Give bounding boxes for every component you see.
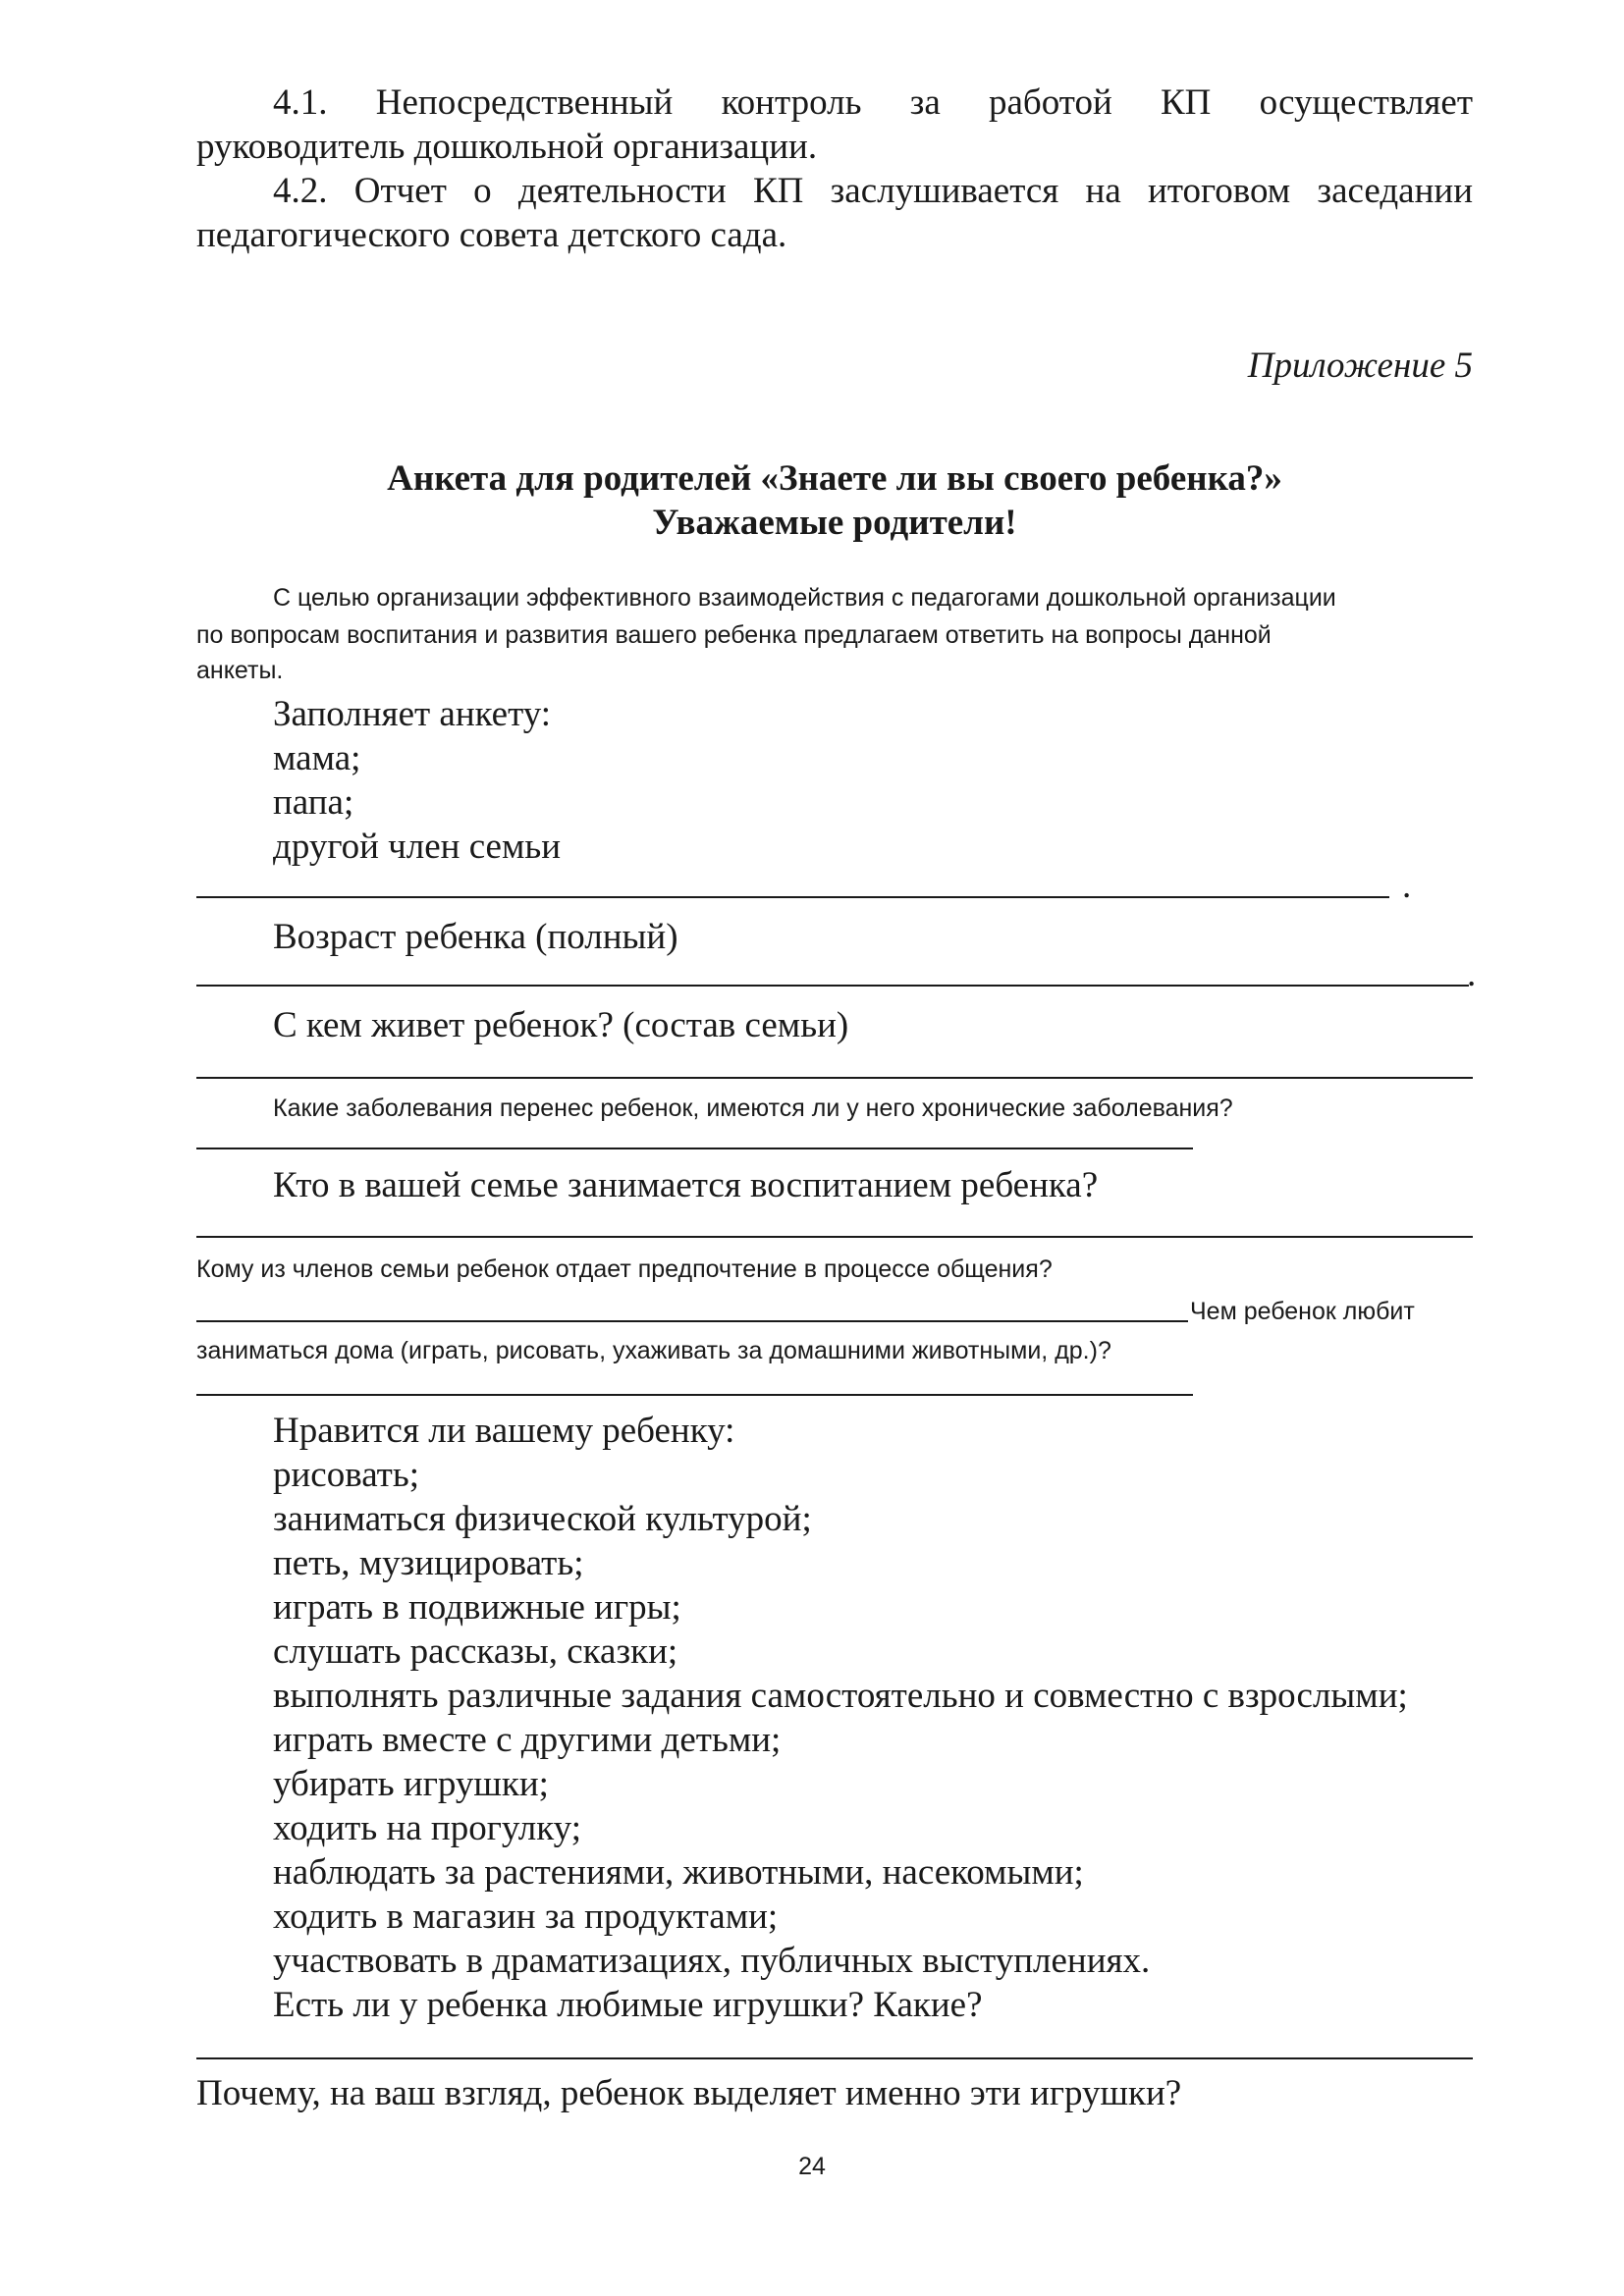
- question-fills: Заполняет анкету:: [273, 694, 552, 734]
- option-mama: мама;: [273, 738, 361, 778]
- likes-item: играть в подвижные игры;: [273, 1587, 681, 1628]
- greeting: Уважаемые родители!: [652, 503, 1017, 543]
- questionnaire-title: Анкета для родителей «Знаете ли вы своего ребенка?»: [387, 458, 1282, 499]
- answer-line: [196, 985, 1469, 987]
- question-lives-with: С кем живет ребенок? (состав семьи): [273, 1005, 849, 1045]
- question-home-part2: заниматься дома (играть, рисовать, ухаживать за домашними животными, др.)?: [196, 1337, 1111, 1364]
- answer-line-end: .: [1402, 866, 1412, 906]
- likes-item: ходить в магазин за продуктами;: [273, 1896, 779, 1937]
- likes-item: убирать игрушки;: [273, 1764, 549, 1804]
- answer-line: [196, 1077, 1473, 1079]
- likes-item: выполнять различные задания самостоятельно и совместно с взрослыми;: [273, 1676, 1408, 1716]
- likes-item: ходить на прогулку;: [273, 1808, 581, 1848]
- intro-line1: С целью организации эффективного взаимодействия с педагогами дошкольной организации: [273, 584, 1336, 612]
- question-likes: Нравится ли вашему ребенку:: [273, 1411, 735, 1451]
- likes-item: участвовать в драматизациях, публичных выступлениях.: [273, 1941, 1151, 1981]
- answer-line: [196, 1236, 1473, 1238]
- option-other: другой член семьи: [273, 827, 562, 867]
- likes-item: слушать рассказы, сказки;: [273, 1631, 678, 1672]
- likes-item: играть вместе с другими детьми;: [273, 1720, 782, 1760]
- likes-item: рисовать;: [273, 1455, 419, 1495]
- intro-line2: по вопросам воспитания и развития вашего ребенка предлагаем ответить на вопросы данной: [196, 621, 1272, 649]
- question-age: Возраст ребенка (полный): [273, 917, 678, 957]
- appendix-label: Приложение 5: [1247, 346, 1473, 386]
- answer-line: [196, 1394, 1193, 1396]
- likes-item: заниматься физической культурой;: [273, 1499, 812, 1539]
- question-upbringing: Кто в вашей семье занимается воспитанием ребенка?: [273, 1165, 1099, 1205]
- answer-line-end: .: [1467, 954, 1477, 994]
- question-toys: Есть ли у ребенка любимые игрушки? Какие?: [273, 1985, 983, 2025]
- answer-line: [196, 1148, 1193, 1149]
- answer-line: [196, 1320, 1188, 1322]
- question-preference: Кому из членов семьи ребенок отдает предпочтение в процессе общения?: [196, 1255, 1053, 1283]
- p41-line1: 4.1. Непосредственный контроль за работой КП осуществляет: [273, 82, 1473, 123]
- p42-line2: педагогического совета детского сада.: [196, 215, 787, 255]
- option-papa: папа;: [273, 782, 354, 823]
- question-why-toys: Почему, на ваш взгляд, ребенок выделяет именно эти игрушки?: [196, 2073, 1182, 2113]
- likes-item: наблюдать за растениями, животными, насекомыми;: [273, 1852, 1084, 1893]
- intro-line3: анкеты.: [196, 657, 284, 684]
- likes-item: петь, музицировать;: [273, 1543, 584, 1583]
- answer-line: [196, 2057, 1473, 2059]
- p41-line2: руководитель дошкольной организации.: [196, 127, 818, 167]
- question-home-part1: Чем ребенок любит: [1190, 1298, 1415, 1325]
- page-number: 24: [798, 2153, 826, 2180]
- p42-line1: 4.2. Отчет о деятельности КП заслушивается на итоговом заседании: [273, 171, 1473, 211]
- answer-line: [196, 896, 1389, 898]
- question-diseases: Какие заболевания перенес ребенок, имеются ли у него хронические заболевания?: [273, 1095, 1233, 1122]
